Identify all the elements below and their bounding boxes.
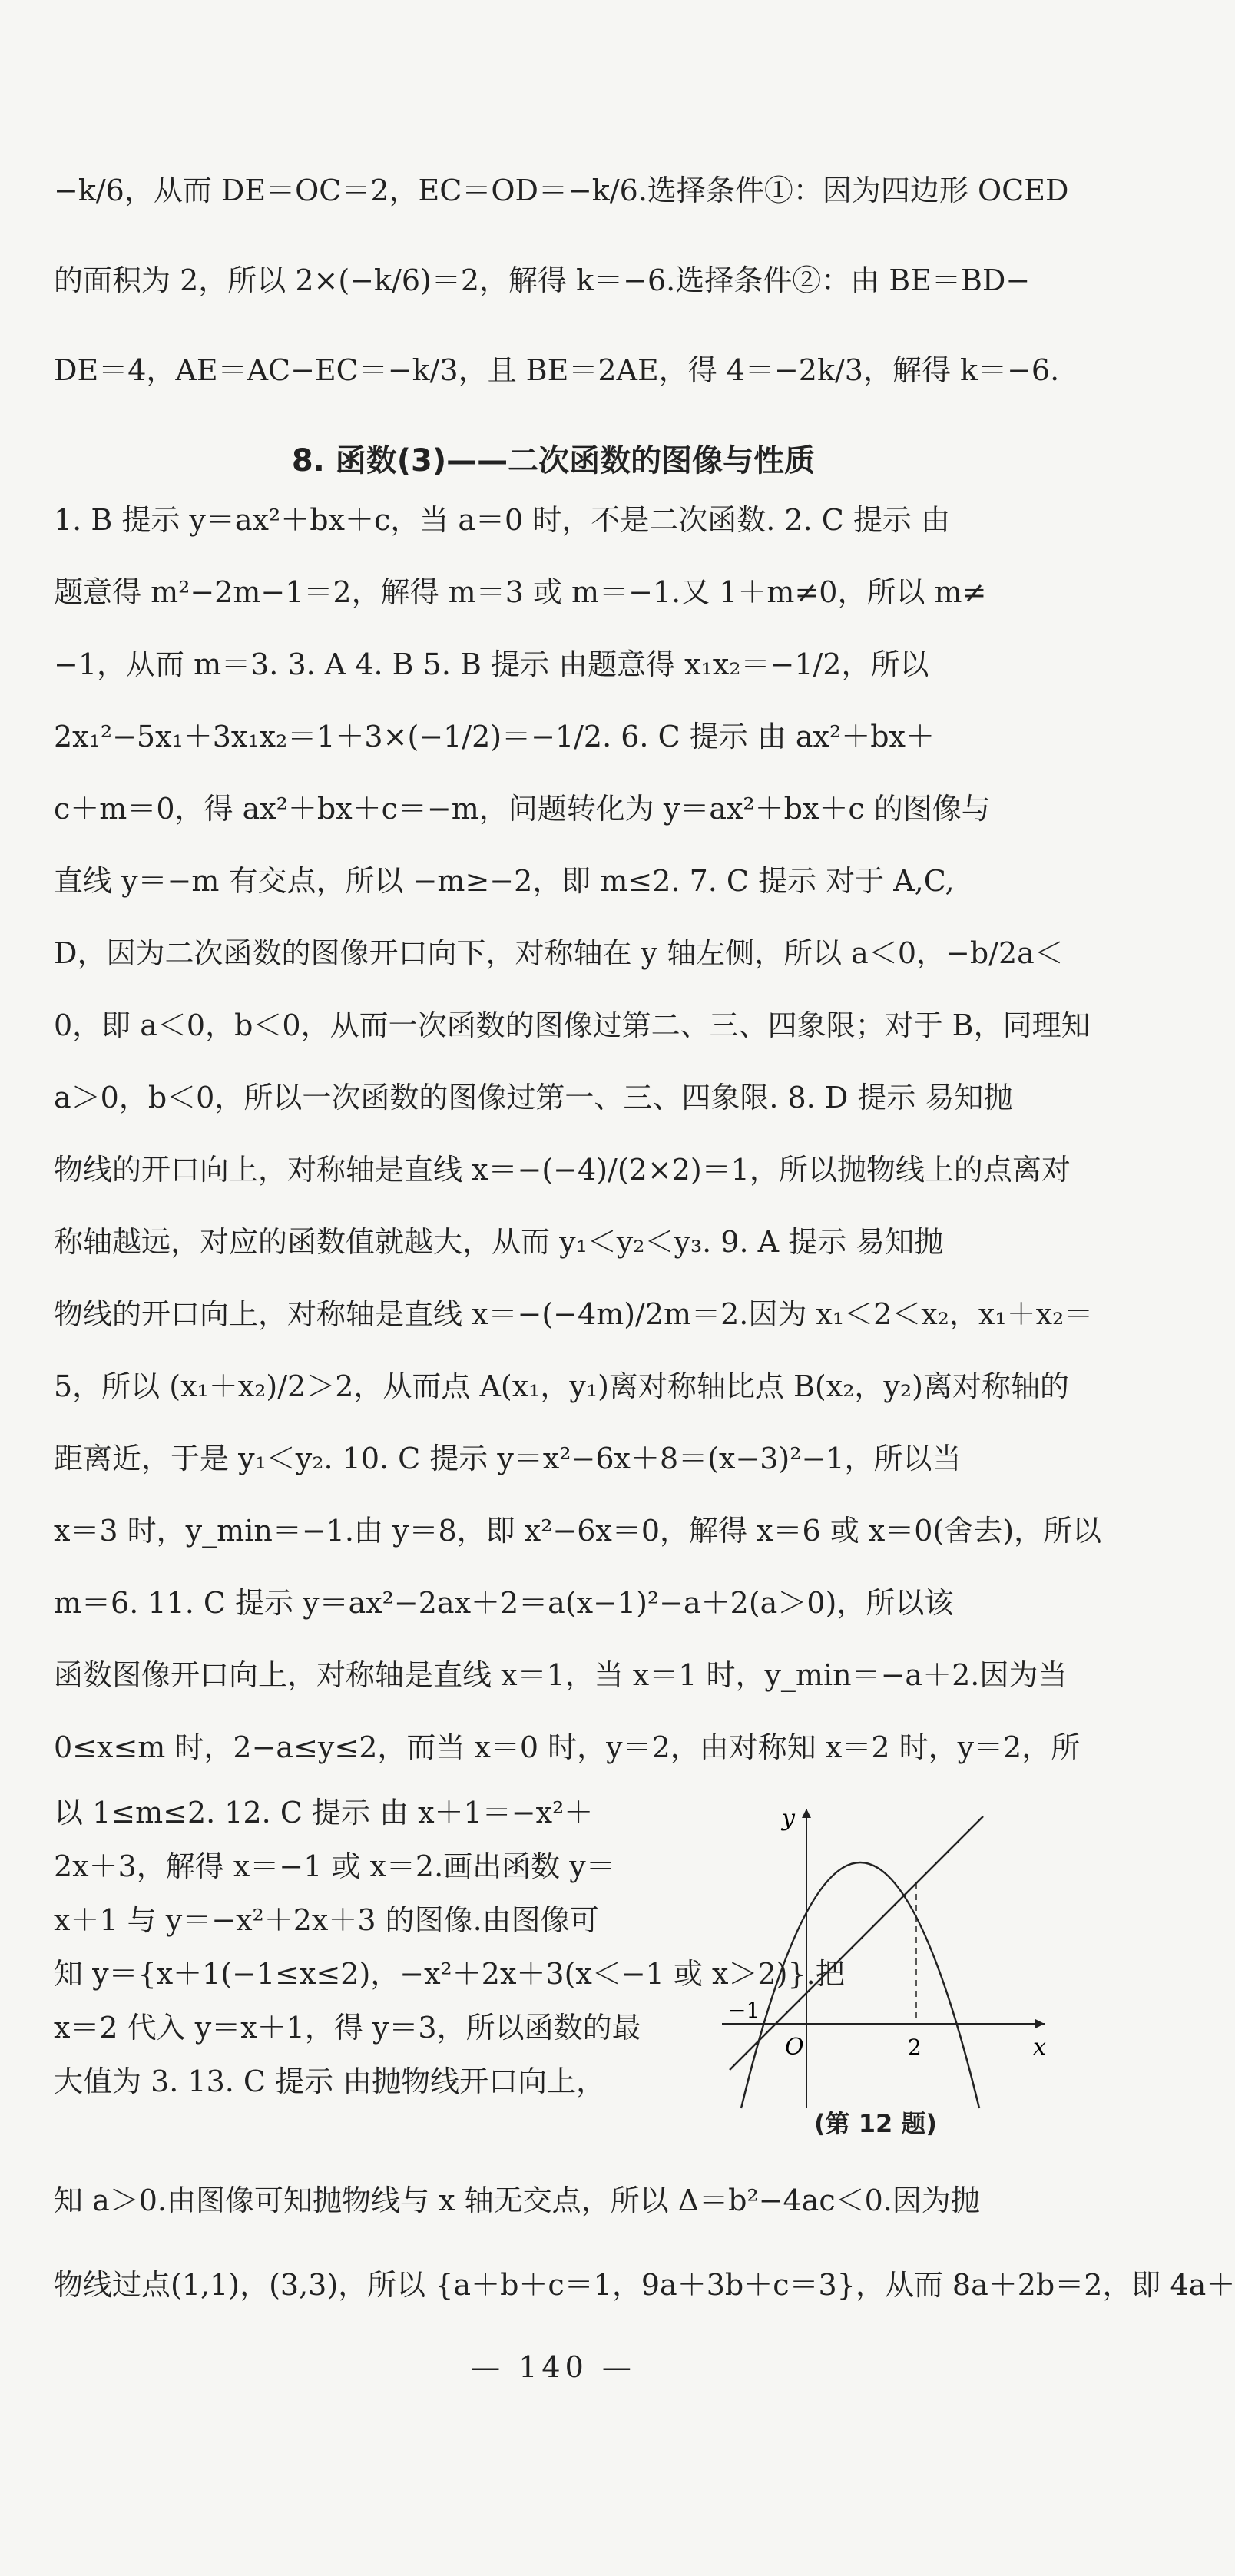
text-line: D，因为二次函数的图像开口向下，对称轴在 y 轴左侧，所以 a＜0，−b/2a＜ (54, 936, 1064, 970)
x-axis-arrow-icon (1035, 2019, 1045, 2028)
text-line: 物线过点(1,1)，(3,3)，所以 {a＋b＋c＝1，9a＋3b＋c＝3}，从而 8a＋2b＝2，即 4a＋ (54, 2268, 1235, 2302)
text-line: x＝2 代入 y＝x＋1，得 y＝3，所以函数的最 (54, 2011, 641, 2045)
page-number: — 140 — (471, 2350, 636, 2384)
text-line: 0，即 a＜0，b＜0，从而一次函数的图像过第二、三、四象限；对于 B，同理知 (54, 1008, 1091, 1042)
text-line: 知 a＞0.由图像可知抛物线与 x 轴无交点，所以 Δ＝b²−4ac＜0.因为抛 (54, 2184, 980, 2217)
text-line: c＋m＝0，得 ax²＋bx＋c＝−m，问题转化为 y＝ax²＋bx＋c 的图像与 (54, 792, 991, 826)
y-axis-arrow-icon (802, 1809, 811, 1818)
text-line: 知 y＝{x＋1(−1≤x≤2)，−x²＋2x＋3(x＜−1 或 x＞2)}.把 (54, 1957, 845, 1991)
q12-graph-figure (707, 1793, 1052, 2116)
text-line: DE＝4，AE＝AC−EC＝−k/3，且 BE＝2AE，得 4＝−2k/3，解得 k＝−6. (54, 353, 1060, 387)
text-line: 题意得 m²−2m−1＝2，解得 m＝3 或 m＝−1.又 1＋m≠0，所以 m≠ (54, 575, 987, 609)
text-line: x＋1 与 y＝−x²＋2x＋3 的图像.由图像可 (54, 1903, 599, 1937)
figure-caption: (第 12 题) (813, 2109, 938, 2138)
origin-label: O (785, 2034, 804, 2061)
text-line: 物线的开口向上，对称轴是直线 x＝−(−4m)/2m＝2.因为 x₁＜2＜x₂，x₁＋x₂＝ (54, 1297, 1094, 1331)
text-line: 距离近，于是 y₁＜y₂. 10. C 提示 y＝x²−6x＋8＝(x−3)²−1，所以当 (54, 1442, 962, 1475)
paragraph-previous-solution (54, 146, 1069, 416)
section-title: 8. 函数(3)——二次函数的图像与性质 (291, 443, 816, 478)
text-line: −1，从而 m＝3. 3. A 4. B 5. B 提示 由题意得 x₁x₂＝−1/2，所以 (54, 647, 929, 681)
text-line: 2x₁²−5x₁＋3x₁x₂＝1＋3×(−1/2)＝−1/2. 6. C 提示 由 ax²＋bx＋ (54, 720, 935, 753)
paragraph-q12 (54, 1786, 845, 2108)
text-line: 大值为 3. 13. C 提示 由抛物线开口向上， (54, 2064, 606, 2098)
text-line: 函数图像开口向上，对称轴是直线 x＝1，当 x＝1 时，y_min＝−a＋2.因为当 (54, 1658, 1068, 1692)
text-line: 1. B 提示 y＝ax²＋bx＋c，当 a＝0 时，不是二次函数. 2. C 提示 由 (54, 503, 950, 537)
text-line: x＝3 时，y_min＝−1.由 y＝8，即 x²−6x＝0，解得 x＝6 或 x＝0(舍去)，所以 (54, 1514, 1102, 1548)
tick-label-neg1: −1 (728, 1998, 760, 2023)
text-line: a＞0，b＜0，所以一次函数的图像过第一、三、四象限. 8. D 提示 易知抛 (54, 1081, 1013, 1114)
text-line: 2x＋3，解得 x＝−1 或 x＝2.画出函数 y＝ (54, 1849, 615, 1883)
text-line: 的面积为 2，所以 2×(−k/6)＝2，解得 k＝−6.选择条件②：由 BE＝BD− (54, 263, 1031, 297)
text-line: 物线的开口向上，对称轴是直线 x＝−(−4)/(2×2)＝1，所以抛物线上的点离对 (54, 1153, 1071, 1187)
paragraph-q13 (54, 2158, 1235, 2327)
line-y-x-plus-1 (730, 1816, 983, 2070)
text-line: −k/6，从而 DE＝OC＝2，EC＝OD＝−k/6.选择条件①：因为四边形 OCED (54, 174, 1069, 207)
text-line: 5，所以 (x₁＋x₂)/2＞2，从而点 A(x₁，y₁)离对称轴比点 B(x₂，y₂)离对称轴的 (54, 1369, 1069, 1403)
parabola-curve (741, 1862, 979, 2108)
text-line: 以 1≤m≤2. 12. C 提示 由 x＋1＝−x²＋ (54, 1796, 594, 1829)
text-line: 0≤x≤m 时，2−a≤y≤2，而当 x＝0 时，y＝2，由对称知 x＝2 时，y＝2，所 (54, 1730, 1081, 1764)
tick-label-2: 2 (908, 2035, 922, 2060)
y-axis-label: y (782, 1805, 795, 1832)
x-axis-label: x (1033, 2034, 1046, 2061)
text-line: m＝6. 11. C 提示 y＝ax²−2ax＋2＝a(x−1)²−a＋2(a＞0)，所以该 (54, 1586, 954, 1620)
text-line: 直线 y＝−m 有交点，所以 −m≥−2，即 m≤2. 7. C 提示 对于 A,C, (54, 864, 955, 898)
text-line: 称轴越远，对应的函数值就越大，从而 y₁＜y₂＜y₃. 9. A 提示 易知抛 (54, 1225, 944, 1259)
paragraph-answers (54, 484, 1102, 1783)
